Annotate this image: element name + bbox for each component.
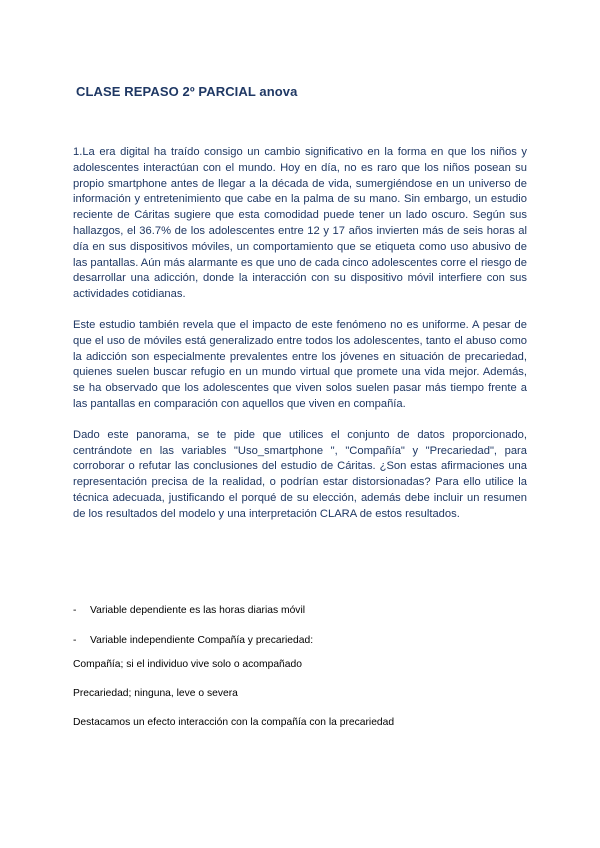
exercise-statement bbox=[73, 145, 527, 538]
list-item-text: Variable dependiente es las horas diarias móvil bbox=[90, 605, 306, 616]
list-item-dependent-variable bbox=[73, 604, 527, 618]
list-item-independent-variables bbox=[73, 634, 527, 648]
note-precariedad: Precariedad; ninguna, leve o severa bbox=[73, 688, 238, 699]
paragraph-study-findings: Este estudio también revela que el impacto de este fenómeno no es uniforme. A pesar de que el uso de móviles está generalizado entre todos los adolescentes, tanto el abuso como la adicción son especialmente prevalentes entre los jóvenes en situación de precariedad, quienes suelen buscar refugio en un mundo virtual que promete una vida mejor. Además, se ha observado que los adolescentes que viven solos suelen pasar más tiempo frente a las pantallas en comparación con aquellos que viven en compañía. bbox=[73, 318, 527, 410]
note-interaction: Destacamos un efecto interacción con la compañía con la precariedad bbox=[73, 717, 395, 728]
paragraph-task: Dado este panorama, se te pide que utilices el conjunto de datos proporcionado, centrándote en las variables "Uso_smartphone ", "Compañía" y "Precariedad", para corroborar o refutar las conclusiones del estudio de Cáritas. ¿Son estas afirmaciones una representación precisa de la realidad, o podrían estar distorsionadas? Para ello utilice la técnica adecuada, justificando el porqué de su elección, además debe incluir un resumen de los resultados del modelo y una interpretación CLARA de estos resultados. bbox=[73, 428, 527, 520]
variables-list bbox=[73, 604, 527, 664]
paragraph-intro: 1.La era digital ha traído consigo un cambio significativo en la forma en que los niños y adolescentes interactúan con el mundo. Hoy en día, no es raro que los niños posean su propio smartphone antes de llegar a la década de vida, sumergiéndose en un universo de información y entretenimiento que cabe en la palma de su mano. Sin embargo, un estudio reciente de Cáritas sugiere que esta comodidad puede tener un lado oscuro. Según sus hallazgos, el 36.7% de los adolescentes entre 12 y 17 años invierten más de seis horas al día en sus dispositivos móviles, un comportamiento que se etiqueta como uso abusivo de las pantallas. Aún más alarmante es que uno de cada cinco adolescentes corre el riesgo de desarrollar una adicción, donde la interacción con su dispositivo móvil interfiere con sus actividades cotidianas. bbox=[73, 146, 527, 301]
page-title: CLASE REPASO 2º PARCIAL anova bbox=[76, 84, 298, 99]
note-compania: Compañía; si el individuo vive solo o acompañado bbox=[73, 659, 302, 670]
variable-notes bbox=[73, 658, 527, 745]
list-item-text: Variable independiente Compañía y precariedad: bbox=[90, 635, 314, 646]
list-bullet: - bbox=[73, 635, 77, 646]
list-bullet: - bbox=[73, 605, 77, 616]
